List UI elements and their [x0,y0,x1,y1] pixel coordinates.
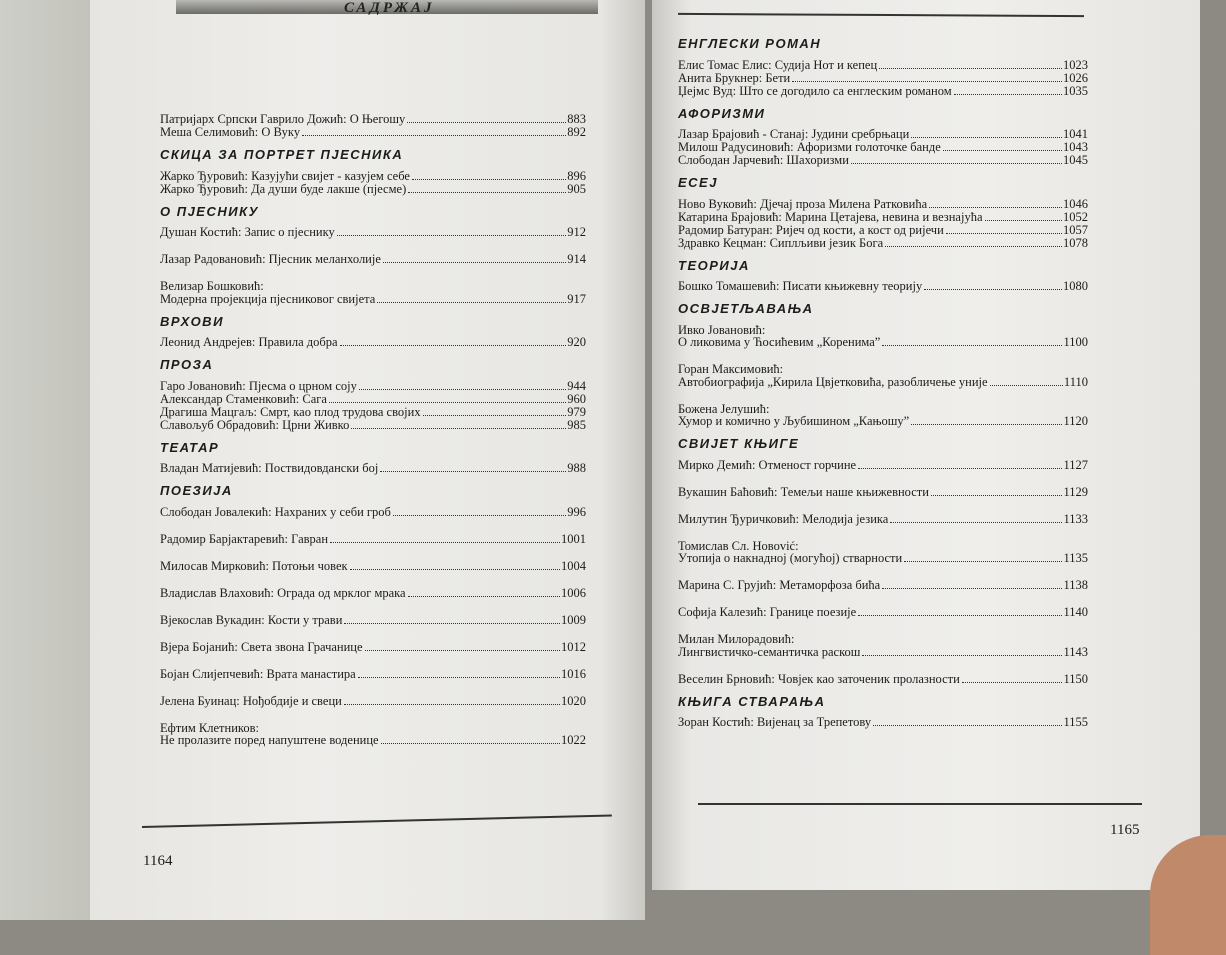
toc-entry [678,673,1088,686]
toc-entry [678,198,1088,211]
entry-page-number: 1035 [1063,83,1088,98]
left-footer-rule [142,815,612,828]
entry-page-number: 1155 [1063,715,1088,729]
entry-title: Вукашин Баћовић: Темељи наше књижевности [678,484,929,499]
entry-page-number: 1120 [1063,414,1088,428]
entry-title: Меша Селимовић: О Вуку [160,125,301,139]
entry-title: Владислав Влаховић: Ограда од мрклог мрака [160,585,406,600]
entry-title: Леонид Андрејев: Правила добра [160,335,338,349]
author-line: Ивко Јовановић: [678,322,766,337]
dot-leader [862,655,1062,656]
entry-title: Автобиографија „Кирила Цвјетковића, разобличење уније [678,374,988,389]
author-line: Томислав Сл. Новоvić: [678,538,799,553]
spacer [678,565,1088,579]
dot-leader [340,345,567,346]
entry-page-number: 1006 [561,585,586,600]
entry-page-number: 1012 [561,639,586,654]
dot-leader [408,192,566,193]
dot-leader [365,650,560,651]
dot-leader [408,596,560,597]
section-heading: О ПЈЕСНИКУ [160,203,259,219]
toc-entry [678,72,1088,85]
dot-leader [882,345,1062,346]
right-page [652,0,1200,890]
toc-entry [160,393,586,406]
spacer [160,681,586,695]
entry-page-number: 1052 [1063,209,1088,224]
section-heading: ВРХОВИ [160,313,224,329]
entry-title: Жарко Ђуровић: Казујући свијет - казујем себе [160,168,410,183]
entry-title: Слободан Јовалекић: Нахраних у себи гроб [160,504,391,519]
dot-leader [931,495,1063,496]
entry-title: Хумор и комично у Љубишином „Кањошу” [678,414,910,428]
toc-entry [160,614,586,627]
entry-page-number: 1110 [1063,374,1088,389]
entry-page-number: 996 [567,504,586,519]
dot-leader [985,220,1063,221]
author-line: Милан Милорадовић: [678,632,795,646]
toc-entry [160,641,586,654]
toc-entry [160,419,586,432]
toc-entry [678,85,1088,98]
toc-entry [160,170,586,183]
section-heading: ЕСЕЈ [678,175,718,190]
entry-page-number: 1026 [1063,70,1088,85]
entry-title: Владан Матијевић: Поствидовдански бој [160,461,379,475]
dot-leader [330,542,560,543]
left-toc [160,113,586,747]
entry-page-number: 1080 [1063,279,1088,293]
spacer [678,499,1088,513]
author-line: Велизар Бошковић: [160,279,264,293]
right-header-rule [678,13,1084,17]
spacer [160,239,586,253]
toc-entry [678,459,1088,472]
dot-leader [329,402,566,403]
spacer [160,600,586,614]
toc-entry [678,280,1088,293]
dot-leader [924,289,1062,290]
toc-entry [160,253,586,266]
contents-heading: САДРЖАЈ [344,0,435,16]
author-line: Горан Максимовић: [678,362,784,376]
entry-title: Катарина Брајовић: Марина Цетајева, невина и везнајућа [678,209,983,224]
author-line: Божена Јелушић: [678,401,770,416]
entry-page-number: 1129 [1063,484,1088,499]
dot-leader [792,81,1062,82]
entry-page-number: 1004 [561,558,586,573]
dot-leader [358,677,560,678]
left-page-number: 1164 [143,853,173,869]
entry-page-number: 1016 [561,666,586,681]
dot-leader [344,623,560,624]
section-heading: КЊИГА СТВАРАЊА [678,693,826,709]
toc-entry [160,406,586,419]
dot-leader [911,137,1062,138]
spacer [160,627,586,641]
entry-page-number: 1127 [1063,457,1088,472]
toc-entry [678,415,1088,428]
spacer [678,659,1088,673]
toc-entry [678,376,1088,389]
spacer [160,654,586,668]
entry-title: Радомир Батуран: Ријеч од кости, а кост од ријечи [678,222,944,237]
entry-title: Бошко Томашевић: Писати књижевну теорију [678,279,923,293]
entry-title: Драгиша Мацгаљ: Смрт, као плод трудова својих [160,404,421,419]
dot-leader [383,262,566,263]
right-toc [678,28,1088,729]
toc-entry [160,226,586,239]
entry-title: Не пролазите поред напуштене воденице [160,733,379,747]
entry-page-number: 920 [567,335,586,349]
section-heading: СКИЦА ЗА ПОРТРЕТ ПЈЕСНИКА [160,147,404,162]
toc-entry [678,59,1088,72]
entry-title: Јелена Буинац: Нођобдије и свеци [160,693,342,708]
spacer [678,619,1088,633]
toc-entry [160,734,586,747]
dot-leader [412,179,566,180]
spacer [678,349,1088,363]
toc-entry [160,533,586,546]
entry-title: Славољуб Обрадовић: Црни Живко [160,417,350,432]
entry-page-number: 905 [567,181,586,196]
entry-page-number: 1020 [561,693,586,708]
dot-leader [380,471,566,472]
spacer [160,708,586,722]
dot-leader [337,235,566,236]
entry-page-number: 944 [567,378,586,393]
entry-page-number: 1043 [1063,140,1088,154]
entry-title: Лазар Брајовић - Станај: Јудини сребрњаци [678,127,910,141]
entry-page-number: 917 [567,291,586,306]
dot-leader [344,704,560,705]
toc-entry [678,513,1088,526]
right-footer-rule [698,803,1142,805]
toc-entry [160,506,586,519]
section-heading: СВИЈЕТ КЊИГЕ [678,436,800,451]
entry-title: Радомир Барјактаревић: Гавран [160,531,329,546]
entry-title: Анита Брукнер: Бети [678,70,791,85]
right-page-number: 1165 [1110,822,1140,838]
entry-page-number: 1135 [1063,551,1088,565]
dot-leader [381,743,560,744]
entry-title: Гаро Јовановић: Пјесма о црном соју [160,378,357,393]
entry-title: Лингвистичко-семантичка раскош [678,644,861,659]
spacer [160,573,586,587]
entry-page-number: 892 [567,125,586,139]
entry-page-number: 1140 [1063,605,1088,619]
entry-title: Вјекослав Вукадин: Кости у трави [160,612,343,627]
toc-entry [160,587,586,600]
entry-page-number: 979 [567,404,586,419]
toc-entry [678,552,1088,565]
section-heading: ЕНГЛЕСКИ РОМАН [678,36,822,51]
dot-leader [858,615,1062,616]
section-heading: ТЕАТАР [160,439,220,455]
toc-entry [678,224,1088,237]
entry-title: Милосав Мирковић: Потоњи човек [160,558,348,573]
entry-title: Утопија о накнадној (могућој) стварности [678,551,903,565]
entry-page-number: 914 [567,252,586,266]
entry-page-number: 1143 [1063,644,1088,659]
entry-title: Елис Томас Елис: Судија Нот и кепец [678,57,878,72]
toc-entry [678,154,1088,167]
entry-title: Мирко Демић: Отменост горчине [678,457,857,472]
entry-page-number: 1133 [1063,511,1088,526]
entry-title: Лазар Радовановић: Пјесник меланхолије [160,252,381,266]
dot-leader [858,468,1062,469]
dot-leader [423,415,567,416]
dot-leader [873,725,1062,726]
toc-entry [678,211,1088,224]
entry-page-number: 1078 [1063,235,1088,250]
entry-title: Модерна пројекција пјесниковог свијета [160,291,376,306]
entry-page-number: 1057 [1063,222,1088,237]
section-heading: ПОЕЗИЈА [160,483,233,498]
entry-page-number: 1001 [561,531,586,546]
dot-leader [879,68,1062,69]
entry-page-number: 896 [567,168,586,183]
dot-leader [954,94,1062,95]
entry-title: Здравко Кецман: Сиплљиви језик Бога [678,235,884,250]
entry-title: Вјера Бојанић: Света звона Грачанице [160,639,363,654]
entry-page-number: 1041 [1063,127,1088,141]
entry-title: Ново Вуковић: Дјечај проза Милена Ратковића [678,196,928,211]
entry-title: О ликовима у Ћосићевим „Коренима” [678,335,881,349]
dot-leader [851,163,1062,164]
toc-entry [160,695,586,708]
entry-page-number: 912 [567,225,586,239]
spacer [678,592,1088,606]
entry-title: Марина С. Грујић: Метаморфоза бића [678,578,881,592]
dot-leader [393,515,566,516]
entry-title: Веселин Брновић: Човјек као заточеник пролазности [678,671,960,686]
dot-leader [890,522,1062,523]
entry-title: Слободан Јарчевић: Шахоризми [678,153,849,167]
toc-entry [160,668,586,681]
entry-page-number: 988 [567,461,586,475]
entry-page-number: 1150 [1063,671,1088,686]
toc-entry [678,486,1088,499]
entry-title: Зоран Костић: Вијенац за Трепетову [678,715,872,729]
toc-entry [160,462,586,475]
entry-page-number: 1022 [561,733,586,747]
entry-page-number: 1046 [1063,196,1088,211]
toc-entry [160,126,586,139]
toc-entry [678,579,1088,592]
author-line: Ефтим Клетников: [160,720,259,735]
left-page [90,0,645,920]
section-heading: ТЕОРИЈА [678,257,750,273]
entry-page-number: 1009 [561,612,586,627]
section-heading: ОСВЈЕТЉАВАЊА [678,301,814,316]
entry-title: Софија Калезић: Границе поезије [678,605,857,619]
dot-leader [359,389,566,390]
spacer [160,519,586,533]
entry-title: Милутин Ђуричковић: Мелодија језика [678,511,889,526]
spacer [678,389,1088,403]
toc-entry [678,606,1088,619]
dot-leader [302,135,566,136]
dot-leader [882,588,1062,589]
toc-entry [160,336,586,349]
dot-leader [407,122,566,123]
dot-leader [990,385,1063,386]
dot-leader [943,150,1062,151]
section-heading: АФОРИЗМИ [678,105,766,121]
entry-title: Џејмс Вуд: Што се догодило са енглеским романом [678,83,952,98]
entry-page-number: 1100 [1063,335,1088,349]
dot-leader [904,561,1062,562]
dot-leader [350,569,560,570]
toc-entry [160,183,586,196]
entry-title: Патријарх Српски Гаврило Дожић: О Његошу [160,112,406,126]
spacer [678,526,1088,540]
entry-page-number: 1138 [1063,578,1088,592]
section-heading: ПРОЗА [160,357,214,372]
spacer [160,546,586,560]
entry-title: Бојан Слијепчевић: Врата манастира [160,666,356,681]
entry-title: Жарко Ђуровић: Да души буде лакше (пјесме) [160,181,407,196]
toc-entry [160,293,586,306]
entry-title: Милош Радусиновић: Афоризми голоточке банде [678,140,941,154]
spacer [160,266,586,280]
spacer [678,472,1088,486]
dot-leader [962,682,1063,683]
toc-entry [678,646,1088,659]
entry-page-number: 1045 [1063,153,1088,167]
toc-entry [678,237,1088,250]
entry-page-number: 1023 [1063,57,1088,72]
dot-leader [351,428,566,429]
dot-leader [946,233,1062,234]
dot-leader [885,246,1062,247]
entry-title: Александар Стаменковић: Сага [160,391,327,406]
toc-entry [678,336,1088,349]
entry-page-number: 960 [567,391,586,406]
toc-entry [160,380,586,393]
dot-leader [929,207,1062,208]
dot-leader [911,424,1062,425]
entry-title: Душан Костић: Запис о пјеснику [160,225,335,239]
toc-entry [678,716,1088,729]
toc-entry [160,560,586,573]
entry-page-number: 883 [567,112,586,126]
dot-leader [377,302,566,303]
entry-page-number: 985 [567,417,586,432]
